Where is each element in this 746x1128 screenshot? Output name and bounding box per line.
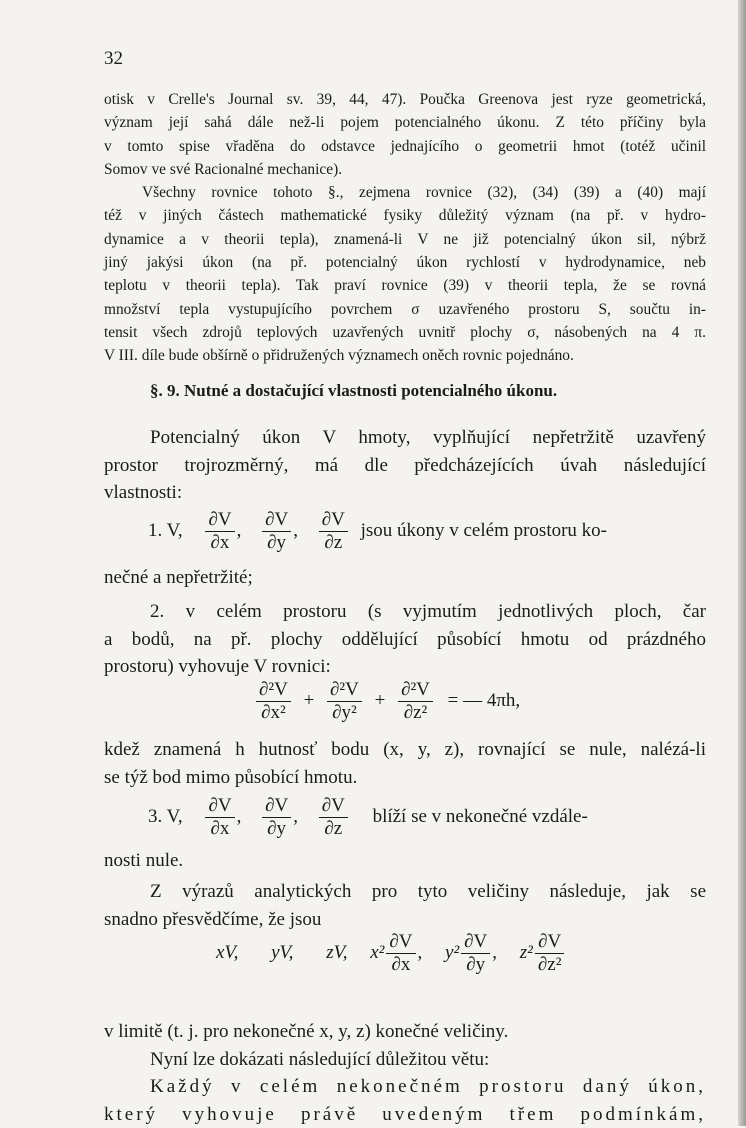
numerator: ∂V [262,510,291,532]
numerator: ∂V [205,796,234,818]
closing-paragraphs [104,1018,706,1128]
fraction [319,796,348,839]
fraction [327,680,362,723]
fraction [535,932,565,975]
denominator: ∂z [321,532,345,553]
fraction [398,680,433,723]
item-3-formula: 3. V, $\frac{\partial V}{\partial x}$ , $\frac{\partial V}{\partial y}$ , $\frac{\partial V}{\partial z}$ blíží se v nekonečné vzdále- [148,796,588,839]
limit-line: v limitě (t. j. pro nekonečné x, y, z) konečné veličiny. [104,1018,706,1046]
product-prefix: x² [370,942,384,963]
denominator: ∂x [389,954,414,975]
theorem-line: který vyhovuje právě uvedeným třem podmínkám, [104,1101,706,1128]
fraction [386,932,415,975]
text-line: kdež znamená h hutnosť bodu (x, y, z), rovnající se nule, nalézá-li [104,736,706,764]
denominator: ∂x [208,532,233,553]
item-3-continuation: nosti nule. [104,850,183,872]
text-line: v tomto spise vřaděna do odstavce jednajícího o geometrii hmot (totéž učinil [104,135,706,158]
after-laplace [104,736,706,791]
item-label: 3. V, [148,806,183,827]
numerator: ∂V [386,932,415,954]
equation-rhs: = — 4πh, [448,690,521,711]
text-line: snadno přesvědčíme, že jsou [104,906,706,934]
denominator: ∂y² [329,702,360,723]
products-row: xV, yV, zV, x² $\frac{\partial V}{\partial x}$ , y² $\frac{\partial V}{\partial y}$ , z² $\frac{\partial V}{\text{∂z²}}$ [216,932,566,975]
text-line: též v jiných částech mathematické fysiky důležitý význam (na př. v hydro- [104,204,706,227]
text-line: se týž bod mimo působící hmotu. [104,764,706,792]
laplace-equation: $\frac{\text{∂²V}}{\text{∂x²}}$ + $\frac{\text{∂²V}}{\text{∂y²}}$ + $\frac{\text{∂²V}}{\text{∂z²}}$ = — 4πh, [254,680,520,723]
text-line: a bodů, na př. plochy oddělující působící hmotu od prázdného [104,626,706,654]
text-line: prostor trojrozměrný, má dle předcházejících úvah následující [104,452,706,480]
product-prefix: y² [445,942,459,963]
numerator: ∂V [319,796,348,818]
text-line: teplotu v theorii tepla). Tak praví rovnice (39) v theorii tepla, že se rovná [104,274,706,297]
text-line: množství tepla vystupujícího povrchem σ uzavřeného prostoru S, součtu in- [104,298,706,321]
denominator: ∂z [321,818,345,839]
numerator: ∂V [319,510,348,532]
denominator: ∂z² [401,702,431,723]
product-term: yV, [271,942,293,963]
text-line: jiný jakýsi úkon (na př. potencialný úkon rychlostí v hydrodynamice, neb [104,251,706,274]
numerator: ∂V [262,796,291,818]
denominator: ∂x [208,818,233,839]
text-line: dynamice a v theorii tepla), znamená-li V ne již potencialný úkon sil, nýbrž [104,228,706,251]
denominator: ∂y [463,954,488,975]
item-2 [104,598,706,681]
text-line: otisk v Crelle's Journal sv. 39, 44, 47). Poučka Greenova jest ryze geometrická, [104,88,706,111]
intro-paragraph [104,88,706,368]
page-edge [738,0,746,1126]
item-tail: blíží se v nekonečné vzdále- [373,806,588,827]
text-line: vlastnosti: [104,479,706,507]
fraction [205,510,234,553]
product-prefix: z² [520,942,533,963]
text-line: Somov ve své Racionalné mechanice). [104,158,706,181]
theorem-intro: Nyní lze dokázati následující důležitou větu: [104,1046,706,1074]
numerator: ∂²V [256,680,291,702]
page-number: 32 [104,48,123,70]
product-term: xV, [216,942,238,963]
numerator: ∂V [535,932,564,954]
numerator: ∂²V [327,680,362,702]
denominator: ∂y [264,818,289,839]
text-line: prostoru) vyhovuje V rovnici: [104,653,706,681]
section-title: §. 9. Nutné a dostačující vlastnosti potencialného úkonu. [150,381,557,401]
fraction [205,796,234,839]
text-line: tensit všech zdrojů teplových uzavřených uvnitř plochy σ, násobených na 4 π. [104,321,706,344]
text-line: Potencialný úkon V hmoty, vyplňující nepřetržitě uzavřený [104,424,706,452]
paragraph-analytic [104,878,706,933]
fraction [262,796,291,839]
fraction [262,510,291,553]
text-line: 2. v celém prostoru (s vyjmutím jednotlivých ploch, čar [104,598,706,626]
text-line: Všechny rovnice tohoto §., zejmena rovnice (32), (34) (39) a (40) mají [104,181,706,204]
denominator: ∂y [264,532,289,553]
numerator: ∂²V [398,680,433,702]
fraction [461,932,490,975]
text-line: význam její sahá dále než-li pojem potencialného úkonu. Z této příčiny byla [104,111,706,134]
denominator: ∂x² [258,702,289,723]
item-1-continuation: nečné a nepřetržité; [104,567,253,589]
numerator: ∂V [205,510,234,532]
product-term: zV, [326,942,347,963]
text-line: Z výrazů analytických pro tyto veličiny následuje, jak se [104,878,706,906]
text-line: V III. díle bude obšírně o přidružených významech oněch rovnic pojednáno. [104,344,706,367]
item-1-formula: 1. V, $\frac{\partial V}{\partial x}$ , $\frac{\partial V}{\partial y}$ , $\frac{\partial V}{\partial z}$ jsou úkony v celém prostoru ko- [148,510,607,553]
denominator: ∂z² [535,954,565,975]
paragraph-intro [104,424,706,507]
fraction [319,510,348,553]
theorem-line: Každý v celém nekonečném prostoru daný úkon, [104,1073,706,1101]
numerator: ∂V [461,932,490,954]
fraction [256,680,291,723]
item-label: 1. V, [148,520,183,541]
item-tail: jsou úkony v celém prostoru ko- [361,520,607,541]
